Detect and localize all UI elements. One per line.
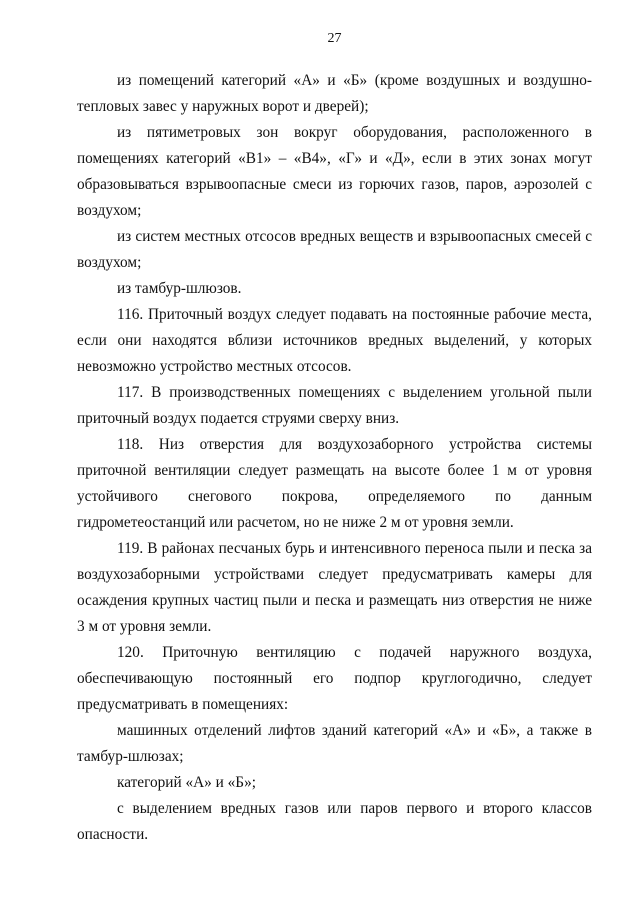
paragraph-five-meter-zones: из пятиметровых зон вокруг оборудования, расположенного в помещениях категорий «В1» – «В4», «Г» и «Д», если в этих зонах могут образовываться взрывоопасные смеси из горючих газов, паров, аэрозолей с воздухом; [77,124,592,219]
paragraph-categories-ab: категорий «А» и «Б»; [117,774,256,791]
paragraph-item-116: 116. Приточный воздух следует подавать на постоянные рабочие места, если они находятся вблизи источников вредных выделений, у которых невозможно устройство местных отсосов. [77,306,592,375]
paragraph-elevator-machine-rooms: машинных отделений лифтов зданий категорий «А» и «Б», а также в тамбур-шлюзах; [77,722,592,765]
paragraph-item-119: 119. В районах песчаных бурь и интенсивного переноса пыли и песка за воздухозаборными устройствами следует предусматривать камеры для осаждения крупных частиц пыли и песка и размещать низ отверстия не ниже 3 м от уровня земли. [77,540,592,635]
paragraph-local-exhaust: из систем местных отсосов вредных веществ и взрывоопасных смесей с воздухом; [77,228,592,271]
paragraph-item-117: 117. В производственных помещениях с выделением угольной пыли приточный воздух подается струями сверху вниз. [77,384,592,427]
paragraph-item-120: 120. Приточную вентиляцию с подачей наружного воздуха, обеспечивающую постоянный его подпор круглогодично, следует предусматривать в помещениях: [77,644,592,713]
paragraph-item-118: 118. Низ отверстия для воздухозаборного устройства системы приточной вентиляции следует размещать на высоте более 1 м от уровня устойчивого снегового покрова, определяемого по данным гидрометеостанций или расчетом, но не ниже 2 м от уровня земли. [77,436,592,531]
paragraph-harmful-gases: с выделением вредных газов или паров первого и второго классов опасности. [77,800,592,843]
page-number: 27 [327,31,342,46]
paragraph-airlocks: из тамбур-шлюзов. [117,280,242,297]
paragraph-ab-categories: из помещений категорий «А» и «Б» (кроме воздушных и воздушно-тепловых завес у наружных ворот и дверей); [77,72,592,115]
